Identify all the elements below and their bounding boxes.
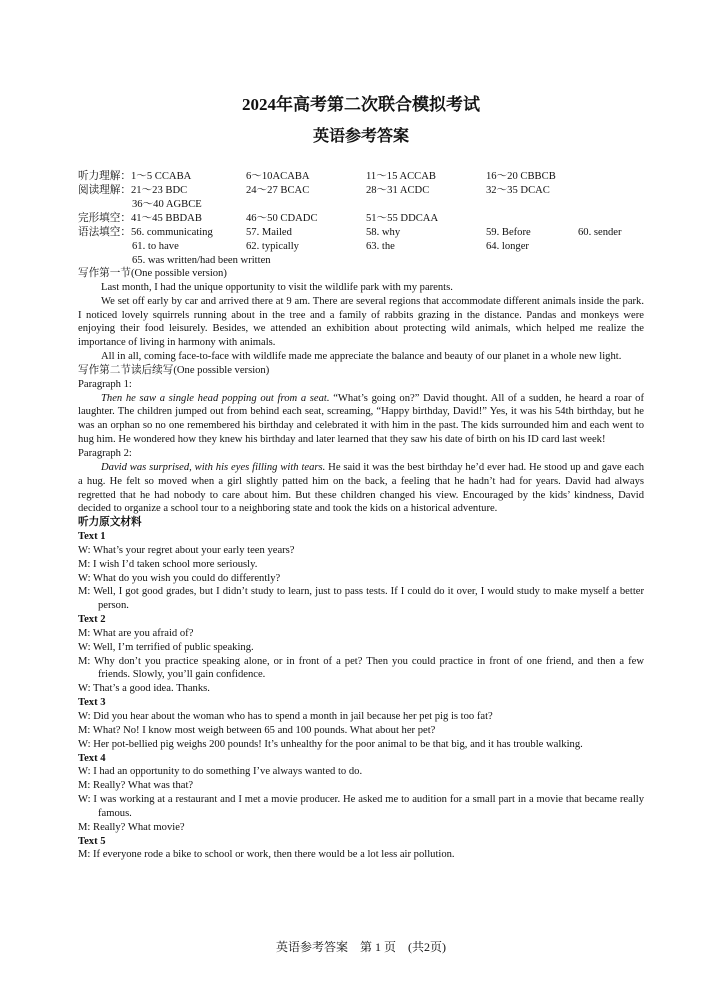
answer-cell: 完形填空：41～45 BBDAB — [78, 213, 202, 224]
answer-cell: 6～10ACABA — [246, 171, 310, 182]
text-heading: Text 3 — [78, 697, 106, 709]
dialogue-line: W: I had an opportunity to do something I’ve always wanted to do. — [78, 766, 363, 778]
continuation-paragraph-1 — [78, 392, 644, 447]
answer-cell: 60. sender — [578, 227, 622, 238]
writing1-paragraph: We set off early by car and arrived there at 9 am. There are several regions that accommodate different animals inside the park. I noticed lovely squirrels running about in the tree and a family of rabbits grazing in the distance. Pandas and monkeys were enjoying their food leisurely. Besides, we attended an exhibition about protecting wild animals, which helped me realize the importance of living in harmony with animals. — [78, 295, 644, 349]
text-heading: Text 1 — [78, 531, 106, 543]
paragraph1-label: Paragraph 1: — [78, 378, 132, 390]
continuation-text: He said it was the best birthday he’d ever had. He stood up and gave each a hug. He felt so moved when a girl slightly patted him on the back, a feeling that he hadn’t had for years. David had always regretted that he had nobody to care about him. But these children changed his view. Encouraged by the kids’ kindness, David decided to organize a school tour to a neighboring state and took the kids on a historical adventure. — [78, 461, 644, 515]
answer-cell: 16～20 CBBCB — [486, 171, 556, 182]
dialogue-line: W: What do you wish you could do differently? — [78, 572, 281, 584]
answer-cell: 64. longer — [486, 241, 529, 252]
answer-cell: 听力理解：1～5 CCABA — [78, 171, 192, 182]
answer-cell: 36～40 AGBCE — [132, 199, 202, 210]
answer-cell: 59. Before — [486, 227, 531, 238]
dialogue-line: M: I wish I’d taken school more seriously. — [78, 558, 258, 570]
answer-cell: 65. was written/had been written — [132, 255, 271, 266]
text-heading: Text 4 — [78, 752, 106, 764]
answer-cell: 58. why — [366, 227, 401, 238]
writing1-paragraph: Last month, I had the unique opportunity to visit the wildlife park with my parents. — [101, 281, 453, 293]
exam-title: 2024年高考第二次联合模拟考试 — [242, 95, 480, 114]
answer-cell: 32～35 DCAC — [486, 185, 550, 196]
transcript-heading: 听力原文材料 — [78, 517, 142, 529]
dialogue-line: M: Why don’t you practice speaking alone, or in front of a pet? Then you could practice in front of one friend, and then a few friends. Slowly, you’ll gain confidence. — [78, 655, 644, 681]
dialogue-line: W: What’s your regret about your early teen years? — [78, 544, 295, 556]
answer-cell: 57. Mailed — [246, 227, 292, 238]
continuation-text: “What’s going on?” David thought. All of a sudden, he heard a roar of laughter. The children jumped out from behind each seat, screaming, “Happy birthday, David!” Yes, it was his 54th birthday, but he was an orphan so no one remembered his birthday and celebrated it with him in the past. The kids surrounded him and each went to hug him. He wondered how they knew his birthday and later learned that they saw his date of birth on his ID card last week! — [78, 392, 644, 446]
answer-cell: 46～50 CDADC — [246, 213, 318, 224]
page-footer: 英语参考答案 第 1 页 (共2页) — [276, 940, 446, 954]
dialogue-line: M: If everyone rode a bike to school or work, then there would be a lot less air pollution. — [78, 849, 455, 861]
answer-cell: 11～15 ACCAB — [366, 171, 436, 182]
text-heading: Text 2 — [78, 614, 106, 626]
dialogue-line: W: I was working at a restaurant and I met a movie producer. He asked me to audition for a small part in a movie that became really famous. — [78, 794, 644, 819]
dialogue-line: M: What are you afraid of? — [78, 627, 194, 639]
given-opening-sentence: Then he saw a single head popping out from a seat. — [101, 392, 330, 404]
answer-cell: 阅读理解：21～23 BDC — [78, 185, 188, 196]
dialogue-line: M: What? No! I know most weigh between 65 and 100 pounds. What about her pet? — [78, 724, 436, 736]
dialogue-line: M: Really? What movie? — [78, 821, 185, 833]
answer-cell: 28～31 ACDC — [366, 185, 430, 196]
answer-cell: 语法填空：56. communicating — [78, 227, 213, 238]
continuation-paragraph-2 — [78, 461, 644, 516]
paragraph2-label: Paragraph 2: — [78, 447, 132, 459]
text-heading: Text 5 — [78, 835, 106, 847]
dialogue-line: M: Really? What was that? — [78, 780, 194, 792]
answer-cell: 61. to have — [132, 241, 179, 252]
answer-cell: 51～55 DDCAA — [366, 213, 439, 224]
dialogue-line: W: Well, I’m terrified of public speaking. — [78, 641, 254, 653]
answer-cell: 62. typically — [246, 241, 299, 252]
answer-key-title: 英语参考答案 — [312, 128, 409, 145]
dialogue-line: W: Did you hear about the woman who has to spend a month in jail because her pet pig is too fat? — [78, 711, 493, 722]
given-opening-sentence: David was surprised, with his eyes filling with tears. — [101, 461, 326, 473]
document-body — [78, 267, 644, 862]
answer-cell: 24～27 BCAC — [246, 185, 310, 196]
dialogue-line: W: That’s a good idea. Thanks. — [78, 683, 210, 695]
dialogue-line: W: Her pot-bellied pig weighs 200 pounds! It’s unhealthy for the poor animal to be that big, and it has trouble walking. — [78, 738, 583, 750]
writing1-paragraph: All in all, coming face-to-face with wildlife made me appreciate the balance and beauty of our planet in a whole new light. — [101, 351, 622, 363]
writing1-heading: 写作第一节(One possible version) — [78, 268, 227, 279]
writing2-heading: 写作第二节读后续写(One possible version) — [78, 364, 270, 376]
dialogue-line: M: Well, I got good grades, but I didn’t study to learn, just to pass tests. If I could do it over, I would study to make myself a better person. — [78, 586, 644, 612]
answer-cell: 63. the — [366, 241, 395, 252]
